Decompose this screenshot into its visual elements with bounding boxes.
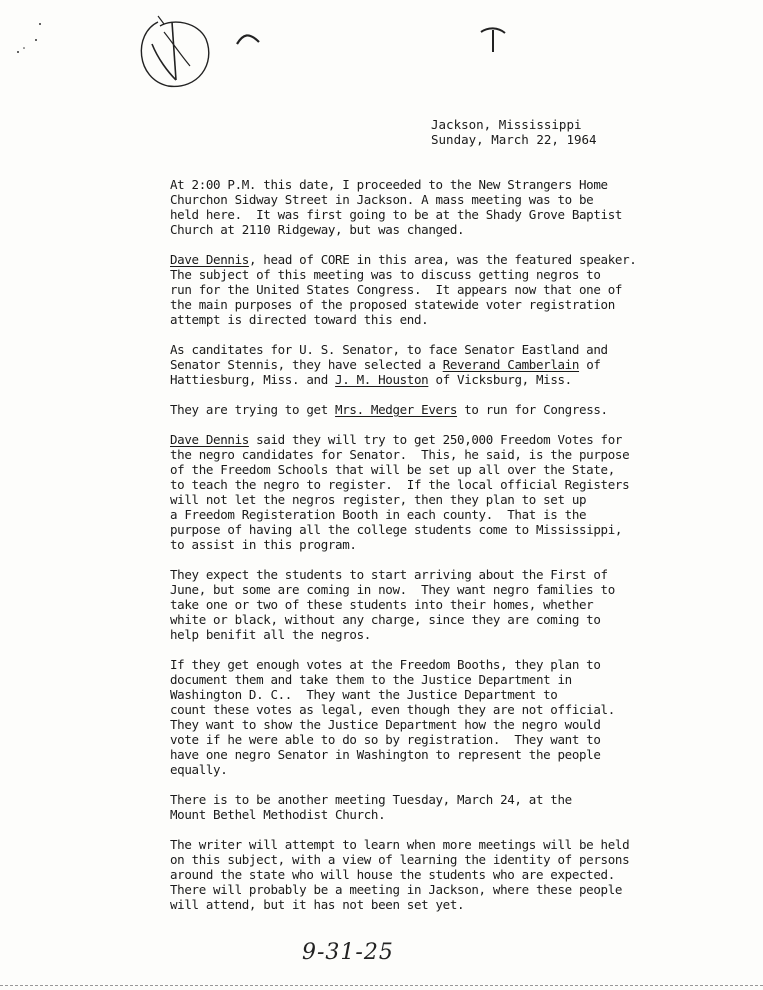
memo-line: [170, 597, 593, 612]
memo-line: [170, 582, 615, 597]
memo-text: to teach the negro to register. If the local official Registers: [170, 477, 630, 492]
memo-paragraph: [170, 837, 665, 912]
memo-text: count these votes as legal, even though they are not official.: [170, 702, 615, 717]
memo-line: [170, 222, 464, 237]
memo-text: will attend, but it has not been set yet.: [170, 897, 465, 912]
memo-text: the negro candidates for Senator. This, he said, is the purpose: [170, 447, 630, 462]
memo-text: June, but some are coming in now. They want negro families to: [170, 582, 615, 597]
memo-text: Mount Bethel Methodist Church.: [170, 807, 386, 822]
memo-line: [170, 522, 622, 537]
memo-line: [170, 882, 622, 897]
memo-text: Hattiesburg, Miss. and: [170, 372, 336, 387]
memo-paragraph: [170, 432, 665, 552]
memo-line: [170, 567, 608, 582]
memo-text: around the state who will house the students who are expected.: [170, 867, 615, 882]
memo-text: If they get enough votes at the Freedom Booths, they plan to: [170, 657, 601, 672]
memo-line: [170, 867, 615, 882]
page-edge: [0, 985, 763, 986]
memo-line: [170, 852, 629, 867]
memo-text: to run for Congress.: [457, 402, 608, 417]
memo-text: At 2:00 P.M. this date, I proceeded to the New Strangers Home: [170, 177, 608, 192]
memo-text: vote if he were able to do so by registration. They want to: [170, 732, 601, 747]
memo-text: There will probably be a meeting in Jackson, where these people: [170, 882, 623, 897]
memo-text: Washington D. C.. They want the Justice Department to: [170, 687, 558, 702]
memo-paragraph: [170, 177, 665, 237]
memo-line: [170, 357, 601, 372]
memo-line: [170, 702, 615, 717]
memo-text: purpose of having all the college students come to Mississippi,: [170, 522, 623, 537]
memo-body: [170, 177, 665, 927]
memo-text: document them and take them to the Justice Department in: [170, 672, 572, 687]
margin-specks: [10, 18, 50, 68]
underlined-name: Mrs. Medger Evers: [335, 402, 458, 417]
memo-text: The writer will attempt to learn when more meetings will be held: [170, 837, 630, 852]
memo-text: held here. It was first going to be at the Shady Grove Baptist: [170, 207, 623, 222]
memo-line: [170, 177, 608, 192]
memo-text: As canditates for U. S. Senator, to face Senator Eastland and: [170, 342, 608, 357]
memo-line: [170, 312, 428, 327]
memo-text: will not let the negros register, then they plan to set up: [170, 492, 587, 507]
memo-line: [170, 717, 601, 732]
memo-line: [170, 282, 622, 297]
memo-line: [170, 252, 636, 267]
memo-text: of the Freedom Schools that will be set up all over the State,: [170, 462, 615, 477]
dateline-place: Jackson, Mississippi: [431, 117, 582, 132]
memo-text: They expect the students to start arriving about the First of: [170, 567, 608, 582]
memo-text: of: [579, 357, 601, 372]
memo-line: [170, 537, 357, 552]
dateline: [431, 117, 597, 147]
memo-line: [170, 192, 593, 207]
memo-text: have one negro Senator in Washington to represent the people: [170, 747, 601, 762]
memo-text: The subject of this meeting was to discuss getting negros to: [170, 267, 601, 282]
memo-paragraph: [170, 342, 665, 387]
memo-paragraph: [170, 402, 665, 417]
memo-line: [170, 657, 601, 672]
memo-line: [170, 462, 615, 477]
memo-line: [170, 837, 629, 852]
memo-text: equally.: [170, 762, 228, 777]
memo-line: [170, 807, 385, 822]
memo-text: run for the United States Congress. It appears now that one of: [170, 282, 623, 297]
memo-text: of Vicksburg, Miss.: [428, 372, 572, 387]
memo-line: [170, 672, 572, 687]
handwritten-file-number: 9-31-25: [302, 940, 394, 965]
caret-mark: [235, 30, 263, 50]
memo-line: [170, 402, 608, 417]
memo-line: [170, 372, 572, 387]
memo-line: [170, 267, 601, 282]
memo-paragraph: [170, 567, 665, 642]
memo-paragraph: [170, 792, 665, 822]
memo-line: [170, 897, 464, 912]
memo-line: [170, 747, 601, 762]
memo-line: [170, 762, 227, 777]
memo-text: help benifit all the negros.: [170, 627, 371, 642]
memo-text: , head of CORE in this area, was the featured speaker.: [248, 252, 637, 267]
memo-text: They are trying to get: [170, 402, 336, 417]
underlined-name: Dave Dennis: [170, 432, 249, 447]
memo-text: They want to show the Justice Department how the negro would: [170, 717, 601, 732]
underlined-name: Reverand Camberlain: [442, 357, 580, 372]
memo-line: [170, 627, 371, 642]
circled-initials-mark: [128, 14, 218, 94]
memo-line: [170, 432, 622, 447]
memo-text: on this subject, with a view of learning the identity of persons: [170, 852, 630, 867]
memo-line: [170, 492, 586, 507]
memo-paragraph: [170, 252, 665, 327]
memo-text: white or black, without any charge, since they are coming to: [170, 612, 601, 627]
memo-line: [170, 477, 629, 492]
underlined-name: J. M. Houston: [335, 372, 429, 387]
memo-paragraph: [170, 657, 665, 777]
memo-line: [170, 297, 615, 312]
memo-text: said they will try to get 250,000 Freedom Votes for: [248, 432, 623, 447]
memo-text: Churchon Sidway Street in Jackson. A mass meeting was to be: [170, 192, 594, 207]
memo-line: [170, 612, 601, 627]
underlined-name: Dave Dennis: [170, 252, 249, 267]
memo-line: [170, 342, 608, 357]
memo-line: [170, 447, 629, 462]
memo-text: Church at 2110 Ridgeway, but was changed.: [170, 222, 465, 237]
memo-line: [170, 732, 601, 747]
tack-mark: [478, 24, 508, 54]
memo-text: a Freedom Registeration Booth in each county. That is the: [170, 507, 587, 522]
memo-line: [170, 207, 622, 222]
memo-text: to assist in this program.: [170, 537, 357, 552]
memo-text: There is to be another meeting Tuesday, March 24, at the: [170, 792, 572, 807]
memo-text: Senator Stennis, they have selected a: [170, 357, 443, 372]
memo-text: take one or two of these students into their homes, whether: [170, 597, 594, 612]
memo-line: [170, 687, 558, 702]
memo-line: [170, 507, 586, 522]
memo-text: attempt is directed toward this end.: [170, 312, 429, 327]
memo-text: the main purposes of the proposed statewide voter registration: [170, 297, 615, 312]
memo-line: [170, 792, 572, 807]
dateline-date: Sunday, March 22, 1964: [431, 132, 597, 147]
